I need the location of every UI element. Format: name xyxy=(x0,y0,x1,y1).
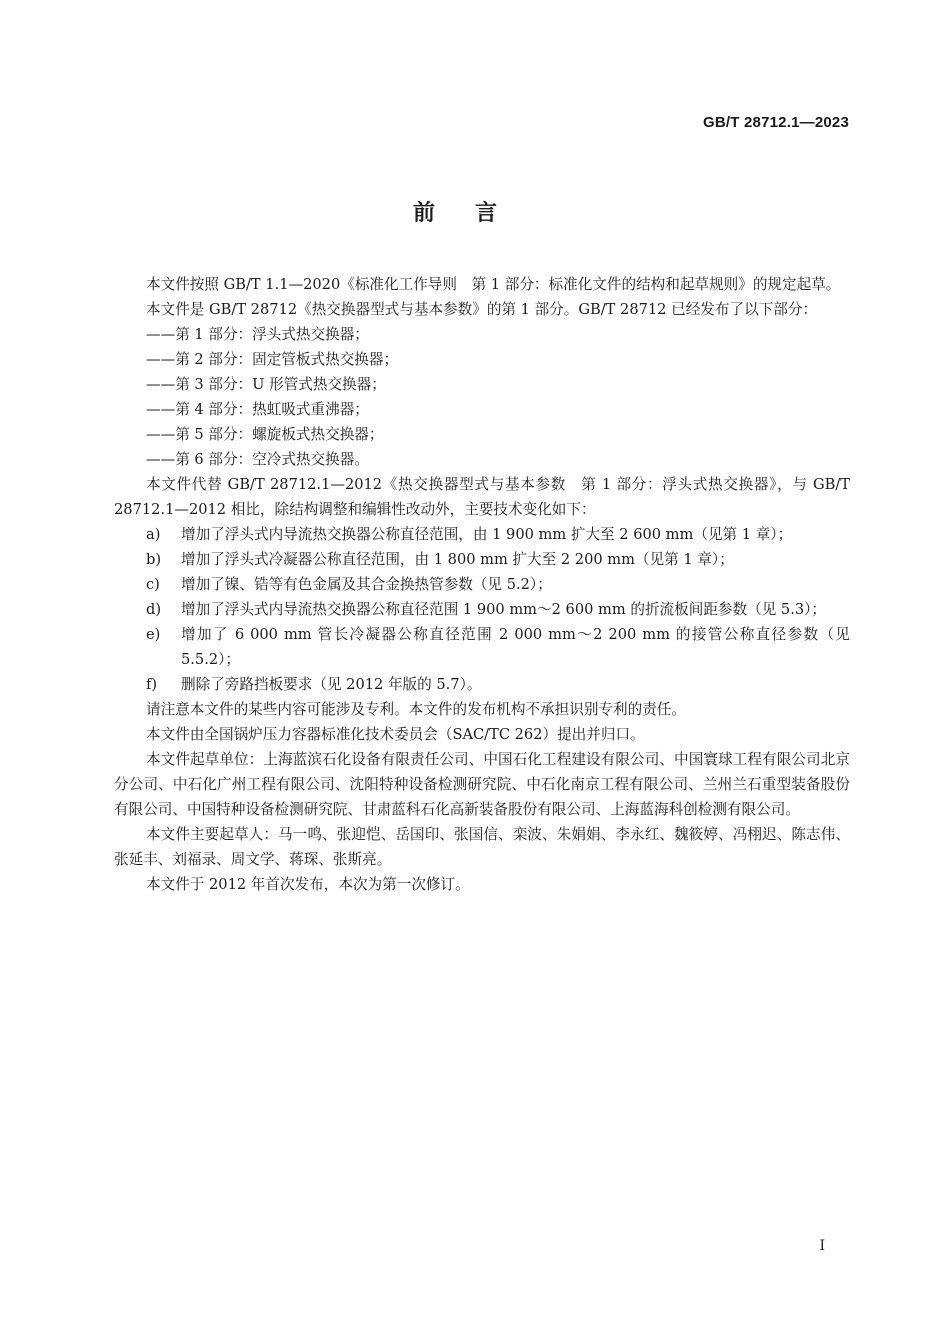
change-label: e) xyxy=(146,626,161,643)
part-list-item: ——第 6 部分：空冷式热交换器。 xyxy=(146,451,369,468)
change-list-item xyxy=(114,672,850,697)
paragraph-drafting-rules: 本文件按照 GB/T 1.1—2020《标准化工作导则 第 1 部分：标准化文件的结构和起草规则》的规定起草。 xyxy=(146,276,841,293)
change-list-item xyxy=(114,522,850,547)
change-label: b) xyxy=(146,551,162,568)
part-list-item: ——第 2 部分：固定管板式热交换器； xyxy=(146,351,399,368)
paragraph-drafters: 本文件主要起草人：马一鸣、张迎恺、岳国印、张国信、栾波、朱娟娟、李永红、魏筱婷、冯栩迟、陈志伟、张延丰、刘福录、周文学、蒋琛、张斯亮。 xyxy=(114,826,850,868)
paragraph-drafting-units: 本文件起草单位：上海蓝滨石化设备有限责任公司、中国石化工程建设有限公司、中国寰球工程有限公司北京分公司、中石化广州工程有限公司、沈阳特种设备检测研究院、中石化南京工程有限公司、兰州兰石重型装备股份有限公司、中国特种设备检测研究院、甘肃蓝科石化高新装备股份有限公司、上海蓝海科创检测有限公司。 xyxy=(114,751,850,818)
paragraph-history: 本文件于 2012 年首次发布，本次为第一次修订。 xyxy=(146,876,470,893)
change-list-item xyxy=(114,622,850,672)
paragraph-series-intro: 本文件是 GB/T 28712《热交换器型式与基本参数》的第 1 部分。GB/T 28712 已经发布了以下部分： xyxy=(146,301,818,318)
change-text: 增加了浮头式内导流热交换器公称直径范围 1 900 mm～2 600 mm 的折流板间距参数（见 5.3）； xyxy=(181,601,827,618)
paragraph-proposer: 本文件由全国锅炉压力容器标准化技术委员会（SAC/TC 262）提出并归口。 xyxy=(146,726,645,743)
change-label: d) xyxy=(146,601,162,618)
part-list-item: ——第 5 部分：螺旋板式热交换器； xyxy=(146,426,384,443)
change-text: 增加了 6 000 mm 管长冷凝器公称直径范围 2 000 mm～2 200 mm 的接管公称直径参数（见 5.5.2）； xyxy=(181,626,850,668)
change-text: 删除了旁路挡板要求（见 2012 年版的 5.7）。 xyxy=(181,676,482,693)
paragraph-patent-notice: 请注意本文件的某些内容可能涉及专利。本文件的发布机构不承担识别专利的责任。 xyxy=(146,701,686,718)
page-number: I xyxy=(819,1238,825,1254)
paragraph-replacement: 本文件代替 GB/T 28712.1—2012《热交换器型式与基本参数 第 1 部分：浮头式热交换器》，与 GB/T 28712.1—2012 相比，除结构调整和编辑性改动外，主要技术变化如下： xyxy=(114,476,850,518)
part-list-item: ——第 1 部分：浮头式热交换器； xyxy=(146,326,369,343)
part-list-item: ——第 3 部分：U 形管式热交换器； xyxy=(146,376,386,393)
page-title: 前言 xyxy=(412,201,537,226)
standard-number: GB/T 28712.1—2023 xyxy=(703,114,849,131)
change-text: 增加了镍、锆等有色金属及其合金换热管参数（见 5.2）； xyxy=(181,576,552,593)
change-label: f) xyxy=(146,676,158,693)
change-text: 增加了浮头式冷凝器公称直径范围，由 1 800 mm 扩大至 2 200 mm（见第 1 章）； xyxy=(181,551,734,568)
part-list-item: ——第 4 部分：热虹吸式重沸器； xyxy=(146,401,369,418)
change-list-item xyxy=(114,572,850,597)
change-label: c) xyxy=(146,576,160,593)
change-text: 增加了浮头式内导流热交换器公称直径范围，由 1 900 mm 扩大至 2 600 mm（见第 1 章）； xyxy=(181,526,793,543)
change-list-item xyxy=(114,547,850,572)
change-label: a) xyxy=(146,526,161,543)
foreword-body xyxy=(114,272,850,897)
change-list-item xyxy=(114,597,850,622)
